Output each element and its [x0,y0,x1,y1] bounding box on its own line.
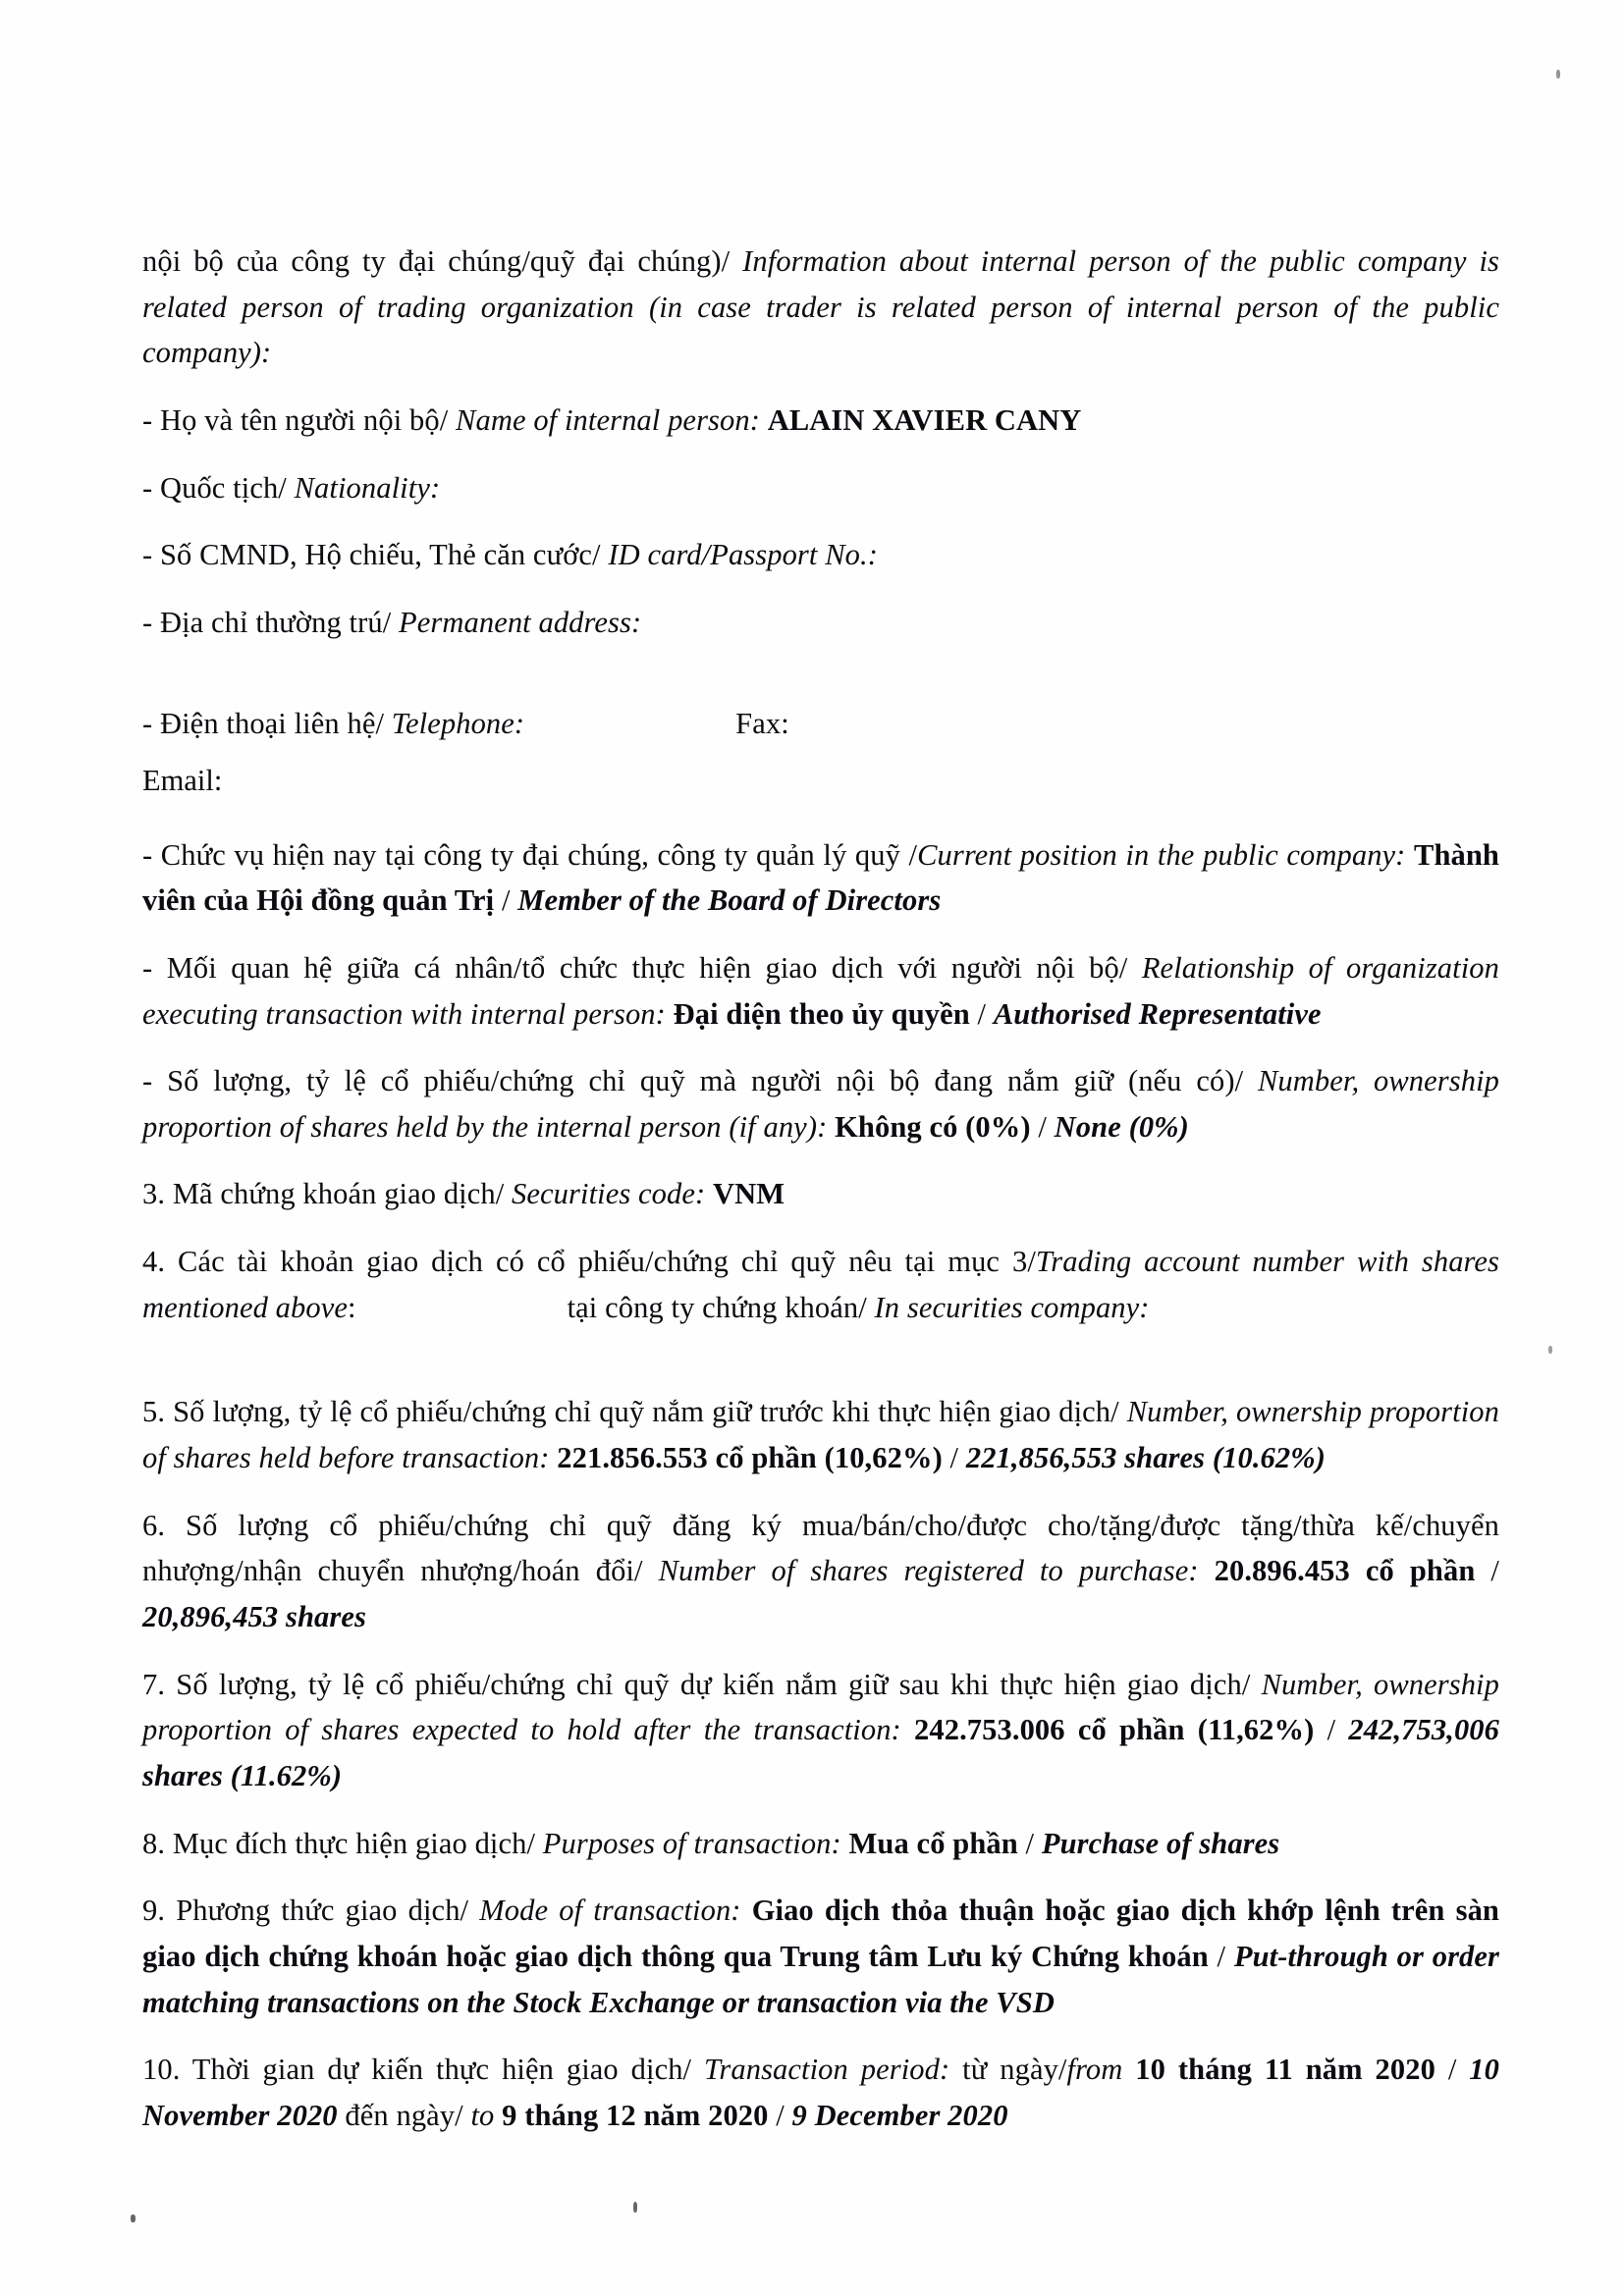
intro-paragraph [142,239,1499,376]
relationship-separator: / [969,996,994,1031]
item-4-label-vi: Các tài khoản giao dịch có cổ phiếu/chứng chỉ quỹ nêu tại mục 3/ [178,1245,1036,1279]
relationship-label-vi: - Mối quan hệ giữa cá nhân/tổ chức thực hiện giao dịch với người nội bộ/ [142,950,1142,985]
intro-english: Information about internal person of the public company is related person of trading organization (in case trader is related person of internal person of the public company): [142,244,1499,370]
scan-speck [633,2202,637,2213]
item-9-mode [142,1888,1499,2025]
item-4-label-en: Trading account number with shares mentioned above [142,1245,1499,1324]
item-10-label-en: Transaction period: [704,2053,950,2087]
item-5-value-vi: 221.856.553 cổ phần (10,62%) [557,1441,943,1475]
item-5-shares-before [142,1389,1499,1480]
item-6-label-en: Number of shares registered to purchase: [658,1554,1199,1588]
position-label-en: Current position in the public company: [917,837,1406,872]
nationality-label-vi: - Quốc tịch/ [142,470,295,505]
held-now-value-vi: Không có (0%) [835,1109,1031,1144]
item-10-date-from-en: 10 November 2020 [142,2053,1499,2132]
securities-code-value: VNM [713,1177,785,1211]
item-5-separator: / [942,1441,966,1475]
item-8-number: 8. [142,1826,166,1860]
item-8-purpose [142,1821,1499,1867]
position-value-vi: Thành viên của Hội đồng quản Trị [142,837,1499,918]
item-10-from-vi: từ ngày/ [962,2053,1067,2087]
email-row [142,760,1499,802]
item-8-value-vi: Mua cổ phần [848,1826,1018,1860]
item-9-label-en: Mode of transaction: [479,1894,741,1928]
scan-speck [1556,70,1560,79]
item-3-label-en: Securities code: [512,1177,706,1211]
item-8-label-en: Purposes of transaction: [542,1826,841,1860]
item-9-value-vi: Giao dịch thỏa thuận hoặc giao dịch khớp lệnh trên sàn giao dịch chứng khoán hoặc giao dịch thông qua Trung tâm Lưu ký Chứng khoán [142,1894,1499,1974]
relationship-value-en: Authorised Representative [993,996,1322,1031]
item-10-date-to-en: 9 December 2020 [791,2098,1008,2132]
position-label-vi: - Chức vụ hiện nay tại công ty đại chúng, công ty quản lý quỹ / [142,837,918,872]
current-position-row [142,832,1499,924]
item-5-label-en: Number, ownership proportion of shares held before transaction: [142,1395,1500,1475]
item-10-from-en: from [1066,2053,1123,2087]
item-6-value-en: 20,896,453 shares [142,1600,366,1634]
nationality-label-en: Nationality: [294,470,441,505]
item-4-label-vi-mid: tại công ty chứng khoán/ [567,1290,875,1324]
id-card-label-vi: - Số CMND, Hộ chiếu, Thẻ căn cước/ [142,538,609,572]
telephone-label-en: Telephone: [391,706,525,740]
item-7-separator: / [1314,1713,1349,1747]
item-8-separator: / [1017,1826,1042,1860]
item-8-label-vi: Mục đích thực hiện giao dịch/ [172,1826,543,1860]
permanent-address-row [142,600,1499,646]
held-now-label-vi: - Số lượng, tỷ lệ cổ phiếu/chứng chỉ quỹ mà người nội bộ đang nắm giữ (nếu có)/ [142,1064,1258,1098]
item-6-shares-registered [142,1503,1499,1640]
held-now-value-en: None (0%) [1054,1109,1189,1144]
address-label-vi: - Địa chỉ thường trú/ [142,605,400,639]
id-card-row [142,532,1499,578]
item-10-to-vi: đến ngày/ [345,2098,471,2132]
item-4-trading-account [142,1239,1499,1330]
item-6-label-vi: Số lượng cổ phiếu/chứng chỉ quỹ đăng ký mua/bán/cho/được cho/tặng/được tặng/thừa kế/chuyển nhượng/nhận chuyển nhượng/hoán đổi/ [142,1508,1499,1588]
item-8-value-en: Purchase of shares [1041,1826,1280,1860]
telephone-label-vi: - Điện thoại liên hệ/ [142,706,392,740]
item-10-sep-1: / [1435,2053,1470,2087]
item-7-number: 7. [142,1667,166,1701]
held-now-separator: / [1030,1109,1055,1144]
name-value: ALAIN XAVIER CANY [767,402,1082,437]
item-9-label-vi: Phương thức giao dịch/ [176,1894,480,1928]
item-3-securities-code [142,1171,1499,1217]
address-label-en: Permanent address: [399,605,642,639]
item-9-separator: / [1208,1940,1234,1974]
position-separator: / [494,883,518,918]
item-5-label-vi: Số lượng, tỷ lệ cổ phiếu/chứng chỉ quỹ nắm giữ trước khi thực hiện giao dịch/ [173,1395,1127,1429]
telephone-row [142,701,1499,747]
email-label: Email: [142,764,223,798]
intro-vietnamese: nội bộ của công ty đại chúng/quỹ đại chúng)/ [142,244,743,278]
held-now-label-en: Number, ownership proportion of shares held by the internal person (if any): [142,1064,1499,1144]
item-10-to-en: to [470,2098,495,2132]
name-label-en: Name of internal person: [456,402,760,437]
item-7-label-vi: Số lượng, tỷ lệ cổ phiếu/chứng chỉ quỹ dự kiến nắm giữ sau khi thực hiện giao dịch/ [176,1667,1262,1701]
id-card-label-en: ID card/Passport No.: [608,538,878,572]
item-7-value-vi: 242.753.006 cổ phần (11,62%) [914,1713,1315,1747]
name-label-vi: - Họ và tên người nội bộ/ [142,402,457,437]
relationship-label-en: Relationship of organization executing transaction with internal person: [142,950,1499,1031]
item-3-number: 3. [142,1177,166,1211]
fax-label: Fax: [735,706,789,740]
item-5-value-en: 221,856,553 shares (10.62%) [965,1441,1326,1475]
item-5-number: 5. [142,1395,166,1429]
item-10-number: 10. [142,2053,181,2087]
position-value-en: Member of the Board of Directors [517,883,942,918]
item-10-date-from-vi: 10 tháng 11 năm 2020 [1135,2053,1435,2087]
name-row [142,398,1499,444]
item-7-label-en: Number, ownership proportion of shares expected to hold after the transaction: [142,1667,1499,1747]
relationship-row [142,945,1499,1037]
item-4-spacer [142,1344,1499,1362]
relationship-value-vi: Đại diện theo ủy quyền [673,996,970,1031]
scan-speck [1548,1346,1552,1354]
item-7-shares-after [142,1662,1499,1799]
item-4-label-en-mid: In securities company: [874,1290,1150,1324]
item-9-value-en: Put-through or order matching transactions on the Stock Exchange or transaction via the VSD [142,1940,1499,2019]
item-10-sep-2: / [768,2098,792,2132]
item-4-number: 4. [142,1245,166,1279]
item-6-value-vi: 20.896.453 cổ phần [1214,1554,1476,1588]
scan-speck [131,2215,135,2222]
document-body [142,239,1499,2161]
item-7-value-en: 242,753,006 shares (11.62%) [142,1713,1499,1793]
item-3-label-vi: Mã chứng khoán giao dịch/ [172,1177,513,1211]
item-4-colon: : [348,1290,356,1324]
item-6-separator: / [1475,1554,1500,1588]
item-9-number: 9. [142,1894,166,1928]
item-10-label-vi: Thời gian dự kiến thực hiện giao dịch/ [191,2053,705,2087]
item-10-date-to-vi: 9 tháng 12 năm 2020 [502,2098,769,2132]
item-6-number: 6. [142,1508,166,1542]
item-10-period [142,2047,1499,2138]
shares-held-now-row [142,1058,1499,1149]
nationality-row [142,465,1499,511]
